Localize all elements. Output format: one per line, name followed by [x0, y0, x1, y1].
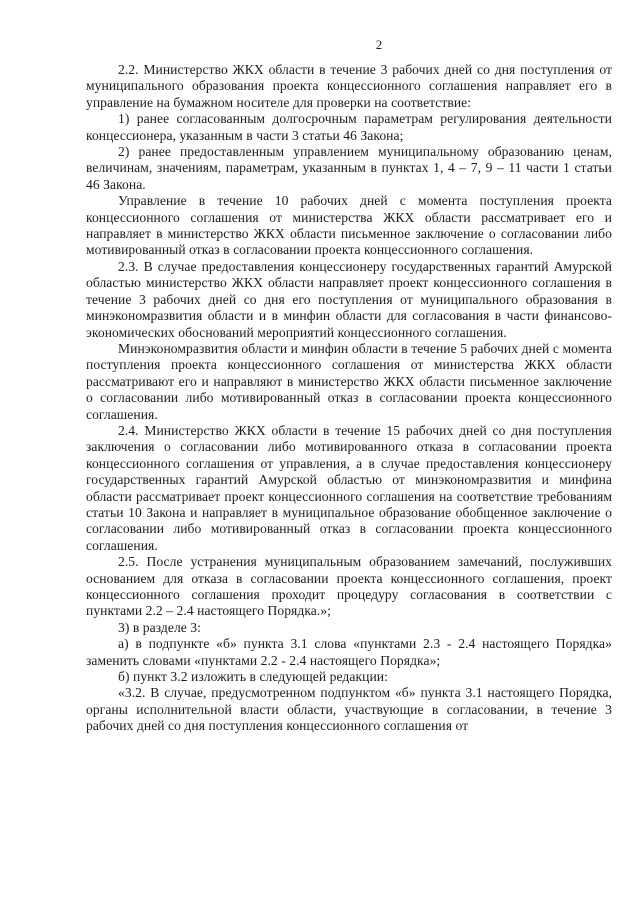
paragraph-2-5: 2.5. После устранения муниципальным образованием замечаний, послуживших основанием для отказа в согласовании проекта концессионного соглашения, проект концессионного соглашения проходит процедуру согласования в соответствии с пунктами 2.2 – 2.4 настоящего Порядка.»; [86, 554, 612, 619]
page-number: 2 [375, 38, 383, 52]
paragraph-2-2-item-1: 1) ранее согласованным долгосрочным параметрам регулирования деятельности концессионера, указанным в части 3 статьи 46 Закона; [86, 111, 612, 143]
paragraph-3-a: а) в подпункте «б» пункта 3.1 слова «пунктами 2.3 - 2.4 настоящего Порядка» заменить словами «пунктами 2.2 - 2.4 настоящего Порядка»; [86, 636, 612, 668]
paragraph-2-2-management: Управление в течение 10 рабочих дней с момента поступления проекта концессионного соглашения от министерства ЖКХ области рассматривает его и направляет в министерство ЖКХ области письменное заключение о согласовании либо мотивированный отказ в согласовании проекта концессионного соглашения. [86, 193, 612, 258]
paragraph-3-2: «3.2. В случае, предусмотренном подпунктом «б» пункта 3.1 настоящего Порядка, органы исполнительной власти области, участвующие в согласовании, в течение 3 рабочих дней со дня поступления концессионного соглашения от [86, 685, 612, 734]
paragraph-2-3-ministries: Минэкономразвития области и минфин области в течение 5 рабочих дней с момента поступления проекта концессионного соглашения от министерства ЖКХ области рассматривают его и направляют в министерство ЖКХ области письменное заключение о согласовании либо мотивированный отказ в согласовании проекта концессионного соглашения. [86, 340, 612, 422]
paragraph-2-4: 2.4. Министерство ЖКХ области в течение 15 рабочих дней со дня поступления заключения о согласовании либо мотивированного отказа в согласовании проекта концессионного соглашения от управления, а в случае предоставления концессионеру государственных гарантий Амурской областью от минэкономразвития и минфина области рассматривает проект концессионного соглашения на соответствие требованиям статьи 10 Закона и направляет в муниципальное образование обобщенное заключение о согласовании либо мотивированный отказ в согласовании проекта концессионного соглашения. [86, 422, 612, 553]
paragraph-2-3: 2.3. В случае предоставления концессионеру государственных гарантий Амурской областью министерство ЖКХ области направляет проект концессионного соглашения в течение 3 рабочих дней со дня его поступления от муниципального образования в минэкономразвития области и в минфин области для согласования в части финансово-экономических обоснований мероприятий концессионного соглашения. [86, 258, 612, 340]
paragraph-2-2: 2.2. Министерство ЖКХ области в течение 3 рабочих дней со дня поступления от муниципального образования проекта концессионного соглашения направляет его в управление на бумажном носителе для проверки на соответствие: [86, 62, 612, 110]
paragraph-2-2-item-2: 2) ранее предоставленным управлением муниципальному образованию ценам, величинам, значениям, параметрам, указанным в пунктах 1, 4 – 7, 9 – 11 части 1 статьи 46 Закона. [86, 144, 612, 192]
paragraph-section-3: 3) в разделе 3: [118, 619, 201, 635]
paragraph-3-b: б) пункт 3.2 изложить в следующей редакции: [118, 669, 388, 685]
